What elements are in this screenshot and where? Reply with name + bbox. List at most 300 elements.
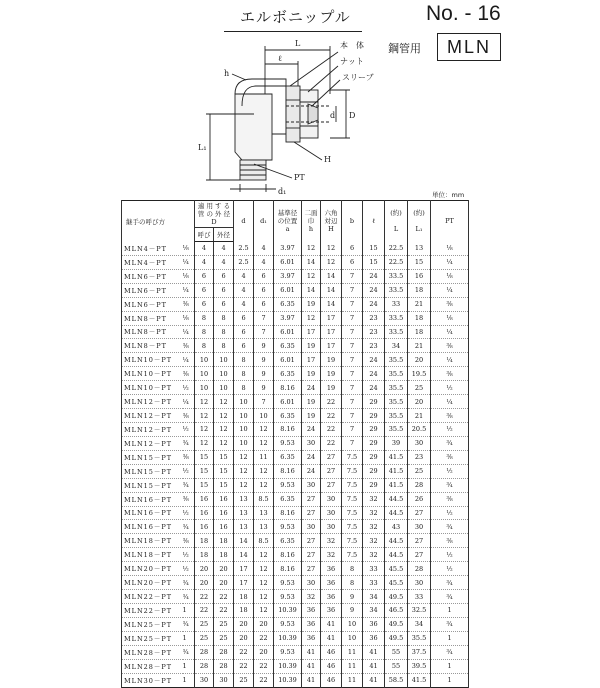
cell-b: 7.5 (342, 450, 363, 464)
header-PT: PT (431, 201, 469, 242)
cell-H: 36 (321, 603, 342, 617)
cell-l: 23 (363, 311, 385, 325)
table-row (122, 590, 469, 604)
cell-l: 33 (363, 562, 385, 576)
cell-od: 15 (214, 450, 234, 464)
cell-PT: ¾ (431, 576, 469, 590)
cell-a: 3.97 (274, 311, 302, 325)
cell-H: 36 (321, 576, 342, 590)
cell-b: 7.5 (342, 492, 363, 506)
cell-model: MLN6－PT (122, 297, 183, 311)
cell-model: MLN12－PT (122, 395, 183, 409)
cell-b: 7 (342, 283, 363, 297)
cell-l: 29 (363, 436, 385, 450)
cell-d1: 22 (254, 631, 274, 645)
cell-L: 35.5 (385, 409, 408, 423)
table-row (122, 603, 469, 617)
cell-PT: ¾ (431, 645, 469, 659)
cell-H: 19 (321, 367, 342, 381)
cell-L: 35.5 (385, 381, 408, 395)
cell-thread: ¼ (183, 395, 195, 409)
cell-a: 3.97 (274, 242, 302, 256)
cell-L: 34 (385, 339, 408, 353)
cell-PT: ⅜ (431, 367, 469, 381)
table-row (122, 617, 469, 631)
cell-a: 6.35 (274, 534, 302, 548)
cell-model: MLN8－PT (122, 325, 183, 339)
cell-model: MLN28－PT (122, 645, 183, 659)
cell-od: 6 (214, 269, 234, 283)
cell-d1: 12 (254, 464, 274, 478)
cell-od: 28 (214, 645, 234, 659)
cell-a: 10.39 (274, 659, 302, 673)
cell-nom: 8 (195, 325, 214, 339)
cell-h: 36 (302, 617, 321, 631)
cell-thread: ⅛ (183, 242, 195, 256)
header-l: ℓ (363, 201, 385, 242)
cell-model: MLN20－PT (122, 576, 183, 590)
header-a: 基準径 の位置 a (274, 201, 302, 242)
cell-nom: 15 (195, 464, 214, 478)
cell-model: MLN25－PT (122, 617, 183, 631)
cell-a: 6.35 (274, 339, 302, 353)
cell-H: 27 (321, 464, 342, 478)
cell-thread: ¾ (183, 520, 195, 534)
cell-h: 12 (302, 242, 321, 256)
cell-nom: 18 (195, 534, 214, 548)
cell-b: 6 (342, 242, 363, 256)
cell-nom: 22 (195, 590, 214, 604)
cell-L: 35.5 (385, 367, 408, 381)
cell-d: 6 (234, 311, 254, 325)
cell-od: 10 (214, 381, 234, 395)
cell-H: 17 (321, 339, 342, 353)
cell-PT: ⅜ (431, 409, 469, 423)
cell-a: 6.35 (274, 409, 302, 423)
cell-H: 46 (321, 673, 342, 687)
cell-L1: 21 (408, 339, 431, 353)
table-row (122, 673, 469, 687)
cell-a: 9.53 (274, 478, 302, 492)
cell-PT: ¼ (431, 255, 469, 269)
cell-a: 9.53 (274, 617, 302, 631)
table-row (122, 297, 469, 311)
cell-b: 7 (342, 297, 363, 311)
cell-L1: 30 (408, 576, 431, 590)
table-row (122, 381, 469, 395)
cell-H: 14 (321, 283, 342, 297)
cell-thread: ½ (183, 548, 195, 562)
table-row (122, 409, 469, 423)
cell-od: 16 (214, 492, 234, 506)
cell-model: MLN15－PT (122, 450, 183, 464)
cell-a: 10.39 (274, 631, 302, 645)
cell-d: 10 (234, 422, 254, 436)
cell-b: 7 (342, 436, 363, 450)
cell-l: 32 (363, 548, 385, 562)
cell-od: 12 (214, 422, 234, 436)
table-row (122, 353, 469, 367)
cell-b: 8 (342, 562, 363, 576)
cell-L1: 27 (408, 506, 431, 520)
cell-d: 8 (234, 381, 254, 395)
cell-H: 19 (321, 381, 342, 395)
cell-thread: ¾ (183, 576, 195, 590)
cell-thread: ¼ (183, 255, 195, 269)
cell-h: 24 (302, 422, 321, 436)
cell-l: 15 (363, 242, 385, 256)
cell-od: 22 (214, 603, 234, 617)
cell-thread: ⅛ (183, 269, 195, 283)
cell-d1: 9 (254, 367, 274, 381)
cell-H: 30 (321, 492, 342, 506)
dim-l-label: ℓ (278, 54, 282, 63)
dim-L1-label: L₁ (198, 143, 207, 152)
cell-h: 41 (302, 645, 321, 659)
cell-PT: ¼ (431, 395, 469, 409)
cell-h: 24 (302, 464, 321, 478)
cell-l: 41 (363, 673, 385, 687)
document-number: No. - 16 (426, 2, 501, 25)
body-label: 本 体 (340, 41, 364, 50)
cell-d1: 12 (254, 436, 274, 450)
cell-model: MLN8－PT (122, 339, 183, 353)
cell-model: MLN15－PT (122, 478, 183, 492)
cell-h: 27 (302, 492, 321, 506)
cell-nom: 15 (195, 450, 214, 464)
cell-PT: ⅛ (431, 269, 469, 283)
cell-d: 6 (234, 325, 254, 339)
cell-b: 9 (342, 590, 363, 604)
cell-nom: 12 (195, 395, 214, 409)
cell-nom: 6 (195, 283, 214, 297)
cell-L: 33.5 (385, 325, 408, 339)
cell-PT: 1 (431, 631, 469, 645)
cell-model: MLN4－PT (122, 242, 183, 256)
cell-a: 10.39 (274, 603, 302, 617)
cell-d: 12 (234, 478, 254, 492)
cell-model: MLN16－PT (122, 520, 183, 534)
cell-l: 23 (363, 325, 385, 339)
cell-od: 4 (214, 242, 234, 256)
series-code-box: MLN (437, 33, 501, 61)
cell-PT: ¾ (431, 617, 469, 631)
cell-h: 19 (302, 367, 321, 381)
cell-thread: ¾ (183, 617, 195, 631)
cell-b: 10 (342, 617, 363, 631)
cell-L1: 33 (408, 590, 431, 604)
cell-L: 44.5 (385, 506, 408, 520)
cell-d1: 11 (254, 450, 274, 464)
cell-b: 7 (342, 367, 363, 381)
cell-od: 25 (214, 617, 234, 631)
cell-nom: 8 (195, 339, 214, 353)
cell-a: 6.01 (274, 395, 302, 409)
cell-nom: 30 (195, 673, 214, 687)
cell-L1: 20 (408, 395, 431, 409)
cell-h: 30 (302, 478, 321, 492)
cell-thread: ⅜ (183, 450, 195, 464)
cell-od: 6 (214, 297, 234, 311)
cell-H: 17 (321, 325, 342, 339)
cell-nom: 6 (195, 269, 214, 283)
cell-model: MLN6－PT (122, 283, 183, 297)
cell-H: 32 (321, 534, 342, 548)
cell-l: 32 (363, 520, 385, 534)
cell-L: 45.5 (385, 562, 408, 576)
cell-h: 14 (302, 283, 321, 297)
cell-L: 58.5 (385, 673, 408, 687)
material-label: 鋼管用 (388, 42, 421, 55)
thread-PT-label: PT (294, 173, 305, 182)
cell-l: 24 (363, 353, 385, 367)
cell-d: 18 (234, 590, 254, 604)
table-row (122, 534, 469, 548)
cell-d1: 12 (254, 590, 274, 604)
cell-l: 29 (363, 422, 385, 436)
cell-H: 22 (321, 409, 342, 423)
cell-d1: 6 (254, 269, 274, 283)
cell-od: 28 (214, 659, 234, 673)
cell-nom: 25 (195, 617, 214, 631)
cell-model: MLN12－PT (122, 436, 183, 450)
cell-PT: ½ (431, 422, 469, 436)
cell-L: 46.5 (385, 603, 408, 617)
cell-h: 32 (302, 590, 321, 604)
cell-H: 30 (321, 520, 342, 534)
cell-L1: 20.5 (408, 422, 431, 436)
cell-d1: 12 (254, 576, 274, 590)
cell-nom: 18 (195, 548, 214, 562)
cell-l: 29 (363, 450, 385, 464)
cell-od: 6 (214, 283, 234, 297)
cell-model: MLN20－PT (122, 562, 183, 576)
cell-H: 27 (321, 450, 342, 464)
cell-d: 13 (234, 520, 254, 534)
cell-h: 41 (302, 673, 321, 687)
table-row (122, 311, 469, 325)
cell-nom: 6 (195, 297, 214, 311)
cell-d: 13 (234, 506, 254, 520)
cell-b: 11 (342, 645, 363, 659)
header-H: 六角 対辺 H (321, 201, 342, 242)
cell-H: 32 (321, 548, 342, 562)
cell-l: 41 (363, 645, 385, 659)
cell-d1: 10 (254, 409, 274, 423)
cell-a: 9.53 (274, 576, 302, 590)
cell-d1: 12 (254, 562, 274, 576)
cell-H: 46 (321, 645, 342, 659)
cell-l: 32 (363, 534, 385, 548)
cell-nom: 12 (195, 436, 214, 450)
cell-thread: ¾ (183, 645, 195, 659)
cell-H: 14 (321, 269, 342, 283)
cell-H: 30 (321, 506, 342, 520)
cell-model: MLN12－PT (122, 422, 183, 436)
cell-l: 15 (363, 255, 385, 269)
cell-od: 18 (214, 534, 234, 548)
cell-PT: ⅜ (431, 297, 469, 311)
cell-d1: 9 (254, 339, 274, 353)
cell-nom: 20 (195, 576, 214, 590)
cell-a: 6.01 (274, 353, 302, 367)
cell-L: 33 (385, 297, 408, 311)
cell-a: 8.16 (274, 464, 302, 478)
cell-L1: 16 (408, 269, 431, 283)
cell-d1: 12 (254, 603, 274, 617)
cell-H: 41 (321, 631, 342, 645)
cell-b: 7.5 (342, 506, 363, 520)
header-model: 継手の呼び方 (122, 201, 183, 242)
cell-L: 33.5 (385, 311, 408, 325)
cell-a: 9.53 (274, 520, 302, 534)
cell-PT: ⅛ (431, 311, 469, 325)
cell-h: 27 (302, 534, 321, 548)
cell-h: 19 (302, 339, 321, 353)
dim-L-label: L (295, 39, 301, 48)
cell-model: MLN22－PT (122, 590, 183, 604)
cell-L: 41.5 (385, 478, 408, 492)
cell-thread: 1 (183, 659, 195, 673)
cell-d1: 12 (254, 422, 274, 436)
cell-b: 7 (342, 269, 363, 283)
specification-rows (122, 242, 469, 688)
cell-thread: ½ (183, 562, 195, 576)
cell-thread: 1 (183, 631, 195, 645)
cell-b: 7 (342, 353, 363, 367)
cell-h: 24 (302, 381, 321, 395)
cell-PT: ⅜ (431, 492, 469, 506)
cell-thread: ⅛ (183, 311, 195, 325)
cell-h: 30 (302, 436, 321, 450)
cell-d: 4 (234, 269, 254, 283)
cell-L1: 23 (408, 450, 431, 464)
table-row (122, 422, 469, 436)
cell-PT: ½ (431, 506, 469, 520)
cell-od: 10 (214, 353, 234, 367)
cell-l: 29 (363, 478, 385, 492)
cell-thread: ¼ (183, 325, 195, 339)
table-row (122, 548, 469, 562)
header-L1: (約) L₁ (408, 201, 431, 242)
cell-d1: 12 (254, 478, 274, 492)
cell-nom: 4 (195, 242, 214, 256)
cell-nom: 12 (195, 409, 214, 423)
cell-thread: ⅜ (183, 367, 195, 381)
cell-b: 7 (342, 422, 363, 436)
cell-nom: 16 (195, 506, 214, 520)
table-row (122, 631, 469, 645)
cell-nom: 25 (195, 631, 214, 645)
cell-l: 32 (363, 506, 385, 520)
cell-L1: 18 (408, 325, 431, 339)
cell-L: 22.5 (385, 255, 408, 269)
cell-nom: 10 (195, 381, 214, 395)
cell-L: 55 (385, 659, 408, 673)
table-row (122, 562, 469, 576)
cell-b: 7 (342, 381, 363, 395)
cell-h: 19 (302, 297, 321, 311)
cell-L: 45.5 (385, 576, 408, 590)
cell-PT: ¾ (431, 436, 469, 450)
cell-l: 33 (363, 576, 385, 590)
cell-nom: 10 (195, 367, 214, 381)
cell-L1: 37.5 (408, 645, 431, 659)
cell-od: 22 (214, 590, 234, 604)
cell-a: 8.16 (274, 506, 302, 520)
cell-h: 12 (302, 311, 321, 325)
cell-d: 18 (234, 603, 254, 617)
cell-model: MLN28－PT (122, 659, 183, 673)
elbow-nipple-drawing (190, 34, 400, 196)
cell-a: 6.35 (274, 297, 302, 311)
cell-d: 2.5 (234, 255, 254, 269)
cell-PT: ⅜ (431, 339, 469, 353)
dim-h-label: h (224, 69, 230, 78)
cell-h: 30 (302, 576, 321, 590)
cell-od: 12 (214, 409, 234, 423)
cell-d1: 8.5 (254, 492, 274, 506)
cell-b: 7 (342, 325, 363, 339)
cell-d1: 7 (254, 325, 274, 339)
cell-model: MLN4－PT (122, 255, 183, 269)
cell-od: 25 (214, 631, 234, 645)
cell-d1: 13 (254, 506, 274, 520)
cell-d: 22 (234, 659, 254, 673)
cell-d1: 22 (254, 673, 274, 687)
cell-L1: 41.5 (408, 673, 431, 687)
cell-nom: 28 (195, 645, 214, 659)
cell-model: MLN12－PT (122, 409, 183, 423)
cell-PT: ¼ (431, 353, 469, 367)
cell-a: 8.16 (274, 422, 302, 436)
cell-od: 30 (214, 673, 234, 687)
cell-L1: 32.5 (408, 603, 431, 617)
cell-model: MLN25－PT (122, 631, 183, 645)
cell-a: 9.53 (274, 645, 302, 659)
cell-d1: 4 (254, 255, 274, 269)
cell-a: 10.39 (274, 673, 302, 687)
cell-thread: ¾ (183, 436, 195, 450)
cell-thread: ¼ (183, 353, 195, 367)
cell-nom: 16 (195, 492, 214, 506)
table-row (122, 269, 469, 283)
cell-l: 24 (363, 269, 385, 283)
cell-l: 34 (363, 603, 385, 617)
cell-model: MLN22－PT (122, 603, 183, 617)
cell-nom: 16 (195, 520, 214, 534)
cell-h: 27 (302, 506, 321, 520)
table-row (122, 395, 469, 409)
cell-model: MLN30－PT (122, 673, 183, 687)
dim-d-label: d (330, 111, 336, 120)
cell-h: 12 (302, 269, 321, 283)
cell-d: 4 (234, 297, 254, 311)
header-h: 二面 巾 h (302, 201, 321, 242)
cell-b: 11 (342, 659, 363, 673)
table-row (122, 492, 469, 506)
cell-d: 2.5 (234, 242, 254, 256)
cell-nom: 10 (195, 353, 214, 367)
table-row (122, 464, 469, 478)
cell-H: 17 (321, 311, 342, 325)
cell-b: 7 (342, 339, 363, 353)
cell-nom: 8 (195, 311, 214, 325)
table-row (122, 450, 469, 464)
cell-d1: 8.5 (254, 534, 274, 548)
cell-b: 7.5 (342, 534, 363, 548)
cell-model: MLN15－PT (122, 464, 183, 478)
